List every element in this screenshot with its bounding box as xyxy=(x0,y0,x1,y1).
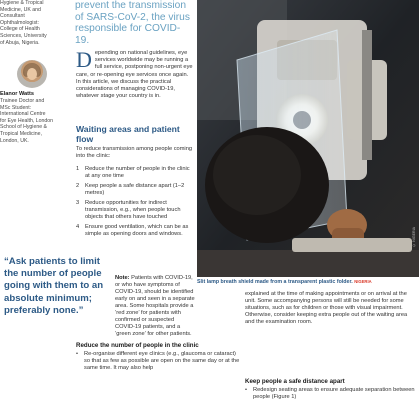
list-item: • Redesign seating areas to ensure adequate separation between people (Figure 1) xyxy=(245,387,415,400)
pull-quote: “Ask patients to limit the number of people going with them to an absolute minimum; preferably none.” xyxy=(4,256,104,316)
photo-illustration xyxy=(197,0,419,277)
photo-credit: © NIGERIA xyxy=(412,227,416,247)
bullet-icon: • xyxy=(76,351,78,357)
article-deck: prevent the transmission of SARS-CoV-2, the virus responsible for COVID-19. xyxy=(75,0,190,46)
section-heading-waiting-areas: Waiting areas and patient flow xyxy=(76,124,180,144)
author-role: Trainee Doctor and MSc Student: International Centre for Eye Health, London School of Hygiene & Tropical Medicine, London, UK. xyxy=(0,98,54,144)
drop-cap: D xyxy=(76,47,92,72)
author-name: Elanor Watts xyxy=(0,91,34,97)
author-affiliation-1: Hygiene & Tropical Medicine, UK and Consultant Ophthalmologist: College of Health Sciences, University of Abuja, Nigeria. xyxy=(0,0,47,46)
subheading-reduce-people: Reduce the number of people in the clinic xyxy=(76,342,199,349)
list-item: 1 Reduce the number of people in the clinic at any one time xyxy=(76,166,190,179)
list-item: 2 Keep people a safe distance apart (1–2 metres) xyxy=(76,183,185,196)
bullet-icon: • xyxy=(245,387,247,393)
list-item: • Re-organise different eye clinics (e.g., glaucoma or cataract) so that as few as possible are open on the same day or at the same time. It may also help xyxy=(76,351,240,371)
note-box xyxy=(115,275,195,338)
caption-credit: NIGERIA xyxy=(354,279,372,284)
list-item: 4 Ensure good ventilation, which can be as simple as opening doors and windows. xyxy=(76,224,189,237)
author-sidebar xyxy=(0,0,66,46)
photo-caption xyxy=(197,279,419,285)
note-label: Note: xyxy=(115,275,130,281)
subheading-safe-distance: Keep people a safe distance apart xyxy=(245,378,345,385)
slit-lamp-photo xyxy=(197,0,419,277)
list-item: 3 Reduce opportunities for indirect transmission, e.g., when people touch objects that others have touched xyxy=(76,200,181,220)
waiting-intro: To reduce transmission among people coming into the clinic: xyxy=(76,146,193,159)
note-text: Patients with COVID-19, or who have symptoms of COVID-19, should be identified early on and seen in a separate area. Some hospitals provide a ‘red zone’ for patients with confirmed or suspected COVID-19 patients, and a ‘green zone’ for other patients. xyxy=(115,275,195,337)
intro-text: epending on national guidelines, eye services worldwide may be running a full service, postponing non-urgent eye care, or re-opening eye services once again. In this article, we discuss the practical considerations of managing COVID-19, whatever stage your country is in. xyxy=(76,50,193,100)
caption-text: Slit lamp breath shield made from a transparent plastic folder. xyxy=(197,279,355,285)
steps-list xyxy=(76,166,194,241)
column-b-paragraph: explained at the time of making appointments or on arrival at the unit. Some accompanying persons will still be needed for some situations, such as for children or those with visual impairment. Otherwise, consider keeping extra people out of the waiting area and the examination room. xyxy=(245,291,408,325)
author-avatar xyxy=(17,60,47,88)
intro-paragraph xyxy=(76,47,194,100)
